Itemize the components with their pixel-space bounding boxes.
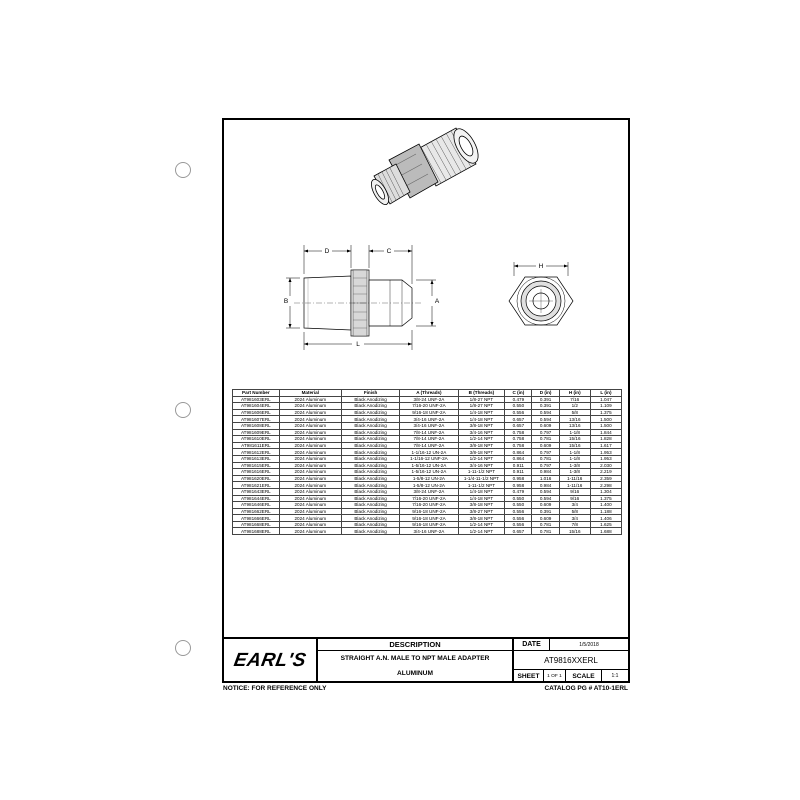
table-row — [233, 528, 622, 535]
table-cell: 2024 Aluminum — [279, 409, 341, 416]
table-cell: 9/16-18 UNF-2A — [400, 508, 458, 515]
table-cell: 1.688 — [590, 528, 621, 535]
isometric-view — [368, 125, 483, 207]
table-cell: 0.758 — [505, 436, 532, 443]
table-cell: Black Anodizing — [341, 488, 399, 495]
table-cell: 1-1/8 — [559, 455, 590, 462]
table-cell: Black Anodizing — [341, 416, 399, 423]
description-line-2: ALUMINUM — [318, 667, 514, 683]
table-row — [233, 455, 622, 462]
table-cell: AT981621ERL — [233, 482, 280, 489]
table-cell: Black Anodizing — [341, 403, 399, 410]
part-number: AT9816XXERL — [514, 651, 628, 670]
table-cell: 0.550 — [505, 403, 532, 410]
table-cell: 1-1/8 — [559, 449, 590, 456]
table-header: A (Threads) — [400, 390, 458, 397]
table-cell: Black Anodizing — [341, 495, 399, 502]
table-cell: 0.391 — [532, 508, 559, 515]
table-cell: 1/4-18 NPT — [458, 495, 505, 502]
table-cell: 1.828 — [590, 436, 621, 443]
technical-drawings — [224, 120, 628, 390]
table-cell: 2.219 — [590, 469, 621, 476]
table-cell: 3/8-18 NPT — [458, 422, 505, 429]
table-row — [233, 409, 622, 416]
table-cell: 3/4-16 UNF-2A — [400, 422, 458, 429]
table-cell: 3/8-24 UNF-2A — [400, 488, 458, 495]
binder-hole-middle — [175, 402, 191, 418]
table-cell: 1-5/16-12 UN-2A — [400, 469, 458, 476]
table-cell: 0.758 — [505, 442, 532, 449]
table-cell: AT981662ERL — [233, 508, 280, 515]
table-cell: 1-1/8 — [559, 429, 590, 436]
table-cell: AT981688ERL — [233, 528, 280, 535]
table-cell: Black Anodizing — [341, 442, 399, 449]
table-cell: Black Anodizing — [341, 475, 399, 482]
table-cell: Black Anodizing — [341, 469, 399, 476]
table-cell: AT981606ERL — [233, 409, 280, 416]
table-row — [233, 469, 622, 476]
table-cell: 7/8-14 UNF-2A — [400, 429, 458, 436]
table-row — [233, 475, 622, 482]
table-cell: 2024 Aluminum — [279, 455, 341, 462]
sheet-value: 1 OF 1 — [544, 670, 566, 683]
table-cell: 1-11/16 — [559, 475, 590, 482]
table-cell: 2024 Aluminum — [279, 482, 341, 489]
reference-notice: NOTICE: FOR REFERENCE ONLY — [223, 685, 327, 692]
table-cell: 0.479 — [505, 396, 532, 403]
end-view — [509, 262, 573, 325]
table-header: Part Number — [233, 390, 280, 397]
table-cell: 1/4-18 NPT — [458, 409, 505, 416]
table-cell: 2024 Aluminum — [279, 403, 341, 410]
table-cell: AT981612ERL — [233, 449, 280, 456]
table-cell: Black Anodizing — [341, 502, 399, 509]
table-cell: 1-3/8 — [559, 469, 590, 476]
table-cell: 0.556 — [505, 409, 532, 416]
table-cell: 3/8-18 NPT — [458, 502, 505, 509]
table-cell: 2024 Aluminum — [279, 521, 341, 528]
table-cell: 7/16-20 UNF-2A — [400, 502, 458, 509]
scale-value: 1:1 — [611, 673, 619, 679]
table-cell: 0.958 — [505, 482, 532, 489]
table-cell: 3/4-16 NPT — [458, 462, 505, 469]
table-cell: 1/4-18 NPT — [458, 488, 505, 495]
table-cell: 9/16 — [559, 488, 590, 495]
table-cell: 0.556 — [505, 521, 532, 528]
parts-table-body — [233, 396, 622, 534]
table-cell: 0.391 — [532, 403, 559, 410]
table-cell: 2024 Aluminum — [279, 508, 341, 515]
table-cell: 7/16-20 UNF-2A — [400, 403, 458, 410]
table-cell: 2024 Aluminum — [279, 416, 341, 423]
side-view — [283, 245, 436, 350]
table-row — [233, 396, 622, 403]
table-cell: AT981608ERL — [233, 422, 280, 429]
table-cell: Black Anodizing — [341, 508, 399, 515]
table-cell: Black Anodizing — [341, 409, 399, 416]
table-cell: 1.953 — [590, 455, 621, 462]
table-cell: AT981666ERL — [233, 515, 280, 522]
binder-hole-bottom — [175, 640, 191, 656]
table-cell: 2024 Aluminum — [279, 515, 341, 522]
table-row — [233, 502, 622, 509]
dim-label-c: C — [386, 248, 392, 255]
table-cell: 5/8 — [559, 508, 590, 515]
binder-hole-top — [175, 162, 191, 178]
table-cell: Black Anodizing — [341, 515, 399, 522]
table-cell: Black Anodizing — [341, 449, 399, 456]
table-cell: AT981616ERL — [233, 469, 280, 476]
table-cell: 1.844 — [590, 429, 621, 436]
logo-text: EARL'S — [232, 650, 308, 671]
table-cell: 1.109 — [590, 403, 621, 410]
table-cell: 1.625 — [590, 521, 621, 528]
table-cell: 0.550 — [505, 495, 532, 502]
table-cell: 0.657 — [505, 416, 532, 423]
table-cell: 1/8-27 NPT — [458, 396, 505, 403]
table-cell: 0.781 — [532, 455, 559, 462]
table-cell: AT981644ERL — [233, 495, 280, 502]
table-cell: 1.406 — [590, 515, 621, 522]
table-cell: 0.657 — [505, 528, 532, 535]
table-cell: 9/16-18 UNF-2A — [400, 515, 458, 522]
table-cell: AT981607ERL — [233, 416, 280, 423]
table-cell: 0.958 — [505, 475, 532, 482]
dim-label-b: B — [283, 298, 289, 305]
table-cell: 0.781 — [532, 528, 559, 535]
table-cell: 0.609 — [532, 422, 559, 429]
table-cell: 1/2 — [559, 403, 590, 410]
table-cell: 13/16 — [559, 416, 590, 423]
table-cell: 9/16 — [559, 495, 590, 502]
table-cell: AT981615ERL — [233, 462, 280, 469]
table-cell: 3/8-18 NPT — [458, 449, 505, 456]
table-row — [233, 488, 622, 495]
scale-label: SCALE — [566, 670, 602, 683]
table-cell: AT981620ERL — [233, 475, 280, 482]
table-cell: Black Anodizing — [341, 528, 399, 535]
table-cell: 1-11-1/2 NPT — [458, 482, 505, 489]
table-cell: Black Anodizing — [341, 482, 399, 489]
table-cell: 1-11-1/2 NPT — [458, 469, 505, 476]
table-header: H (in) — [559, 390, 590, 397]
table-row — [233, 482, 622, 489]
table-cell: 0.609 — [532, 515, 559, 522]
table-cell: 0.556 — [505, 515, 532, 522]
date-value: 1/5/2018 — [550, 639, 628, 651]
table-row — [233, 416, 622, 423]
table-cell: 2024 Aluminum — [279, 528, 341, 535]
table-cell: 1/2-14 NPT — [458, 436, 505, 443]
description-label: DESCRIPTION — [318, 639, 514, 651]
table-cell: AT981668ERL — [233, 521, 280, 528]
table-cell: Black Anodizing — [341, 455, 399, 462]
table-cell: Black Anodizing — [341, 422, 399, 429]
table-cell: 9/16-18 UNF-2A — [400, 521, 458, 528]
table-cell: 0.797 — [532, 449, 559, 456]
table-cell: 0.609 — [532, 442, 559, 449]
table-cell: AT981609ERL — [233, 429, 280, 436]
table-cell: 7/16 — [559, 396, 590, 403]
table-cell: 0.550 — [505, 502, 532, 509]
table-cell: 3/4 — [559, 502, 590, 509]
table-row — [233, 449, 622, 456]
table-cell: 0.864 — [505, 455, 532, 462]
table-row — [233, 495, 622, 502]
table-cell: 0.556 — [505, 508, 532, 515]
table-cell: Black Anodizing — [341, 436, 399, 443]
table-cell: 1.375 — [590, 495, 621, 502]
table-cell: 0.758 — [505, 429, 532, 436]
table-cell: AT981611ERL — [233, 442, 280, 449]
table-cell: 0.594 — [532, 488, 559, 495]
sheet-label: SHEET — [514, 670, 544, 683]
table-cell: Black Anodizing — [341, 396, 399, 403]
table-cell: AT981603ERL — [233, 396, 280, 403]
table-cell: 0.594 — [532, 409, 559, 416]
table-cell: 0.479 — [505, 488, 532, 495]
table-header: L (in) — [590, 390, 621, 397]
table-cell: 1.400 — [590, 502, 621, 509]
table-cell: 1/2-14 NPT — [458, 521, 505, 528]
table-cell: 15/16 — [559, 442, 590, 449]
table-row — [233, 429, 622, 436]
table-cell: 2024 Aluminum — [279, 488, 341, 495]
table-row — [233, 515, 622, 522]
table-cell: 15/16 — [559, 528, 590, 535]
table-header: Material — [279, 390, 341, 397]
table-cell: 3/8-18 NPT — [458, 515, 505, 522]
table-cell: 0.911 — [505, 462, 532, 469]
table-cell: 2.030 — [590, 462, 621, 469]
table-cell: Black Anodizing — [341, 462, 399, 469]
table-row — [233, 521, 622, 528]
table-cell: 1.188 — [590, 508, 621, 515]
drawing-sheet — [222, 118, 630, 683]
table-cell: 1-5/8-12 UN-2A — [400, 482, 458, 489]
dim-label-h: H — [538, 263, 544, 270]
table-cell: 0.781 — [532, 436, 559, 443]
table-cell: 15/16 — [559, 436, 590, 443]
table-cell: 1-1/16-12 UNF-2A — [400, 455, 458, 462]
table-cell: 2.298 — [590, 482, 621, 489]
dim-label-a: A — [434, 298, 440, 305]
table-cell: 1.500 — [590, 422, 621, 429]
table-cell: 1-1/4-11-1/2 NPT — [458, 475, 505, 482]
table-cell: 2024 Aluminum — [279, 495, 341, 502]
table-cell: 2.359 — [590, 475, 621, 482]
title-block — [224, 637, 628, 683]
table-cell: Black Anodizing — [341, 521, 399, 528]
earls-logo — [224, 639, 318, 683]
table-row — [233, 442, 622, 449]
date-label: DATE — [514, 639, 550, 651]
table-cell: 1/2-14 NPT — [458, 528, 505, 535]
table-cell: 0.594 — [532, 416, 559, 423]
table-cell: 9/16-18 UNF-2A — [400, 409, 458, 416]
table-row — [233, 462, 622, 469]
table-cell: AT981604ERL — [233, 403, 280, 410]
table-cell: 7/16-20 UNF-2A — [400, 495, 458, 502]
table-cell: 1.375 — [590, 409, 621, 416]
parts-table — [232, 389, 622, 535]
table-cell: 0.911 — [505, 469, 532, 476]
table-row — [233, 436, 622, 443]
table-cell: 0.864 — [505, 449, 532, 456]
table-cell: 0.594 — [532, 495, 559, 502]
table-cell: 1-5/16-12 UN-2A — [400, 462, 458, 469]
table-row — [233, 422, 622, 429]
table-cell: 1-11/16 — [559, 482, 590, 489]
table-cell: 3/4 — [559, 515, 590, 522]
table-cell: 1.016 — [532, 475, 559, 482]
table-cell: 1/4-18 NPT — [458, 416, 505, 423]
table-cell: 0.797 — [532, 429, 559, 436]
table-header: D (in) — [532, 390, 559, 397]
table-cell: 1-3/8 — [559, 462, 590, 469]
table-cell: AT981610ERL — [233, 436, 280, 443]
table-cell: 2024 Aluminum — [279, 449, 341, 456]
table-cell: Black Anodizing — [341, 429, 399, 436]
description-line-1: STRAIGHT A.N. MALE TO NPT MALE ADAPTER — [318, 651, 514, 667]
table-cell: 2024 Aluminum — [279, 469, 341, 476]
table-header: Finish — [341, 390, 399, 397]
table-row — [233, 403, 622, 410]
table-cell: 2024 Aluminum — [279, 475, 341, 482]
table-cell: 1.617 — [590, 442, 621, 449]
table-cell: 2024 Aluminum — [279, 436, 341, 443]
table-cell: AT981613ERL — [233, 455, 280, 462]
table-cell: 2024 Aluminum — [279, 429, 341, 436]
catalog-page: CATALOG PG # AT10-1ERL — [544, 685, 628, 692]
table-cell: 1-5/8-12 UN-2A — [400, 475, 458, 482]
table-cell: 0.657 — [505, 422, 532, 429]
table-cell: AT981646ERL — [233, 502, 280, 509]
table-cell: AT981643ERL — [233, 488, 280, 495]
table-cell: 0.391 — [532, 396, 559, 403]
table-cell: 0.797 — [532, 462, 559, 469]
table-cell: 2024 Aluminum — [279, 442, 341, 449]
table-cell: 2024 Aluminum — [279, 396, 341, 403]
table-cell: 3/4-16 NPT — [458, 429, 505, 436]
table-row — [233, 508, 622, 515]
table-cell: 2024 Aluminum — [279, 502, 341, 509]
table-cell: 3/8-24 UNF-2A — [400, 396, 458, 403]
table-cell: 1/2-14 NPT — [458, 455, 505, 462]
table-cell: 1.500 — [590, 416, 621, 423]
table-cell: 3/4-16 UNF-2A — [400, 528, 458, 535]
table-header: B (Threads) — [458, 390, 505, 397]
table-cell: 13/16 — [559, 422, 590, 429]
dim-label-d: D — [324, 248, 330, 255]
table-cell: 7/8-14 UNF-2A — [400, 436, 458, 443]
table-cell: 5/8 — [559, 409, 590, 416]
table-cell: 3/8-27 NPT — [458, 508, 505, 515]
table-cell: 0.781 — [532, 521, 559, 528]
table-cell: 1/8-27 NPT — [458, 403, 505, 410]
table-cell: 1.047 — [590, 396, 621, 403]
table-cell: 0.984 — [532, 482, 559, 489]
table-cell: 1.953 — [590, 449, 621, 456]
table-cell: 2024 Aluminum — [279, 422, 341, 429]
table-header-row — [233, 390, 622, 397]
table-cell: 7/8-14 UNF-2A — [400, 442, 458, 449]
table-cell: 3/8-18 NPT — [458, 442, 505, 449]
table-header: C (in) — [505, 390, 532, 397]
table-cell: 2024 Aluminum — [279, 462, 341, 469]
table-cell: 7/8 — [559, 521, 590, 528]
table-cell: 0.984 — [532, 469, 559, 476]
dim-label-l: L — [356, 341, 360, 348]
table-cell: 3/4-16 UNF-2A — [400, 416, 458, 423]
table-cell: 1-1/16-12 UN-2A — [400, 449, 458, 456]
table-cell: 0.609 — [532, 502, 559, 509]
table-cell: 1.304 — [590, 488, 621, 495]
